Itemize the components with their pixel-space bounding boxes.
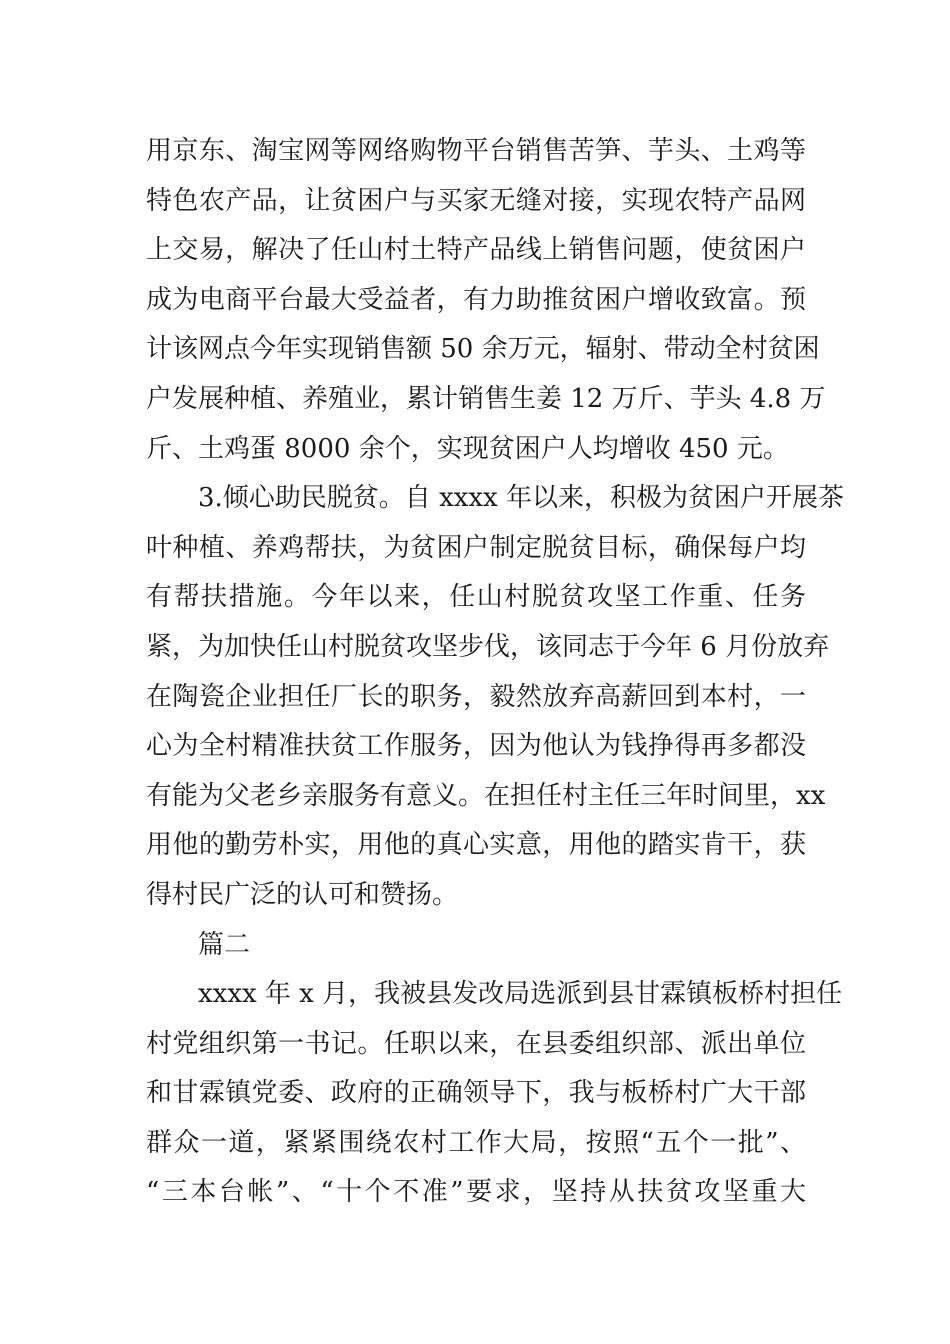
text-line: 上交易，解决了任山村土特产品线上销售问题，使贫困户: [146, 235, 806, 266]
document-page: [146, 127, 844, 1218]
text-line: 斤、土鸡蛋 8000 余个，实现贫困户人均增收 450 元。: [146, 433, 789, 464]
text-line: xxxx 年 x 月，我被县发改局选派到县甘霖镇板桥村担任: [198, 979, 843, 1010]
text-line: 群众一道，紧紧围绕农村工作大局，按照“五个一批”、: [146, 1127, 806, 1158]
text-line: “三本台帐”、“十个不准”要求，坚持从扶贫攻坚重大: [146, 1177, 806, 1208]
section-heading: [146, 921, 806, 971]
section-title: 篇二: [198, 929, 251, 960]
text-line: 3.倾心助民脱贫。自 xxxx 年以来，积极为贫困户开展茶: [198, 483, 844, 514]
text-line: 村党组织第一书记。任职以来，在县委组织部、派出单位: [146, 1028, 806, 1059]
text-line: 有能为父老乡亲服务有意义。在担任村主任三年时间里，xx: [146, 780, 826, 811]
text-line: 叶种植、养鸡帮扶，为贫困户制定脱贫目标，确保每户均: [146, 532, 806, 563]
paragraph-poverty-relief: [146, 474, 844, 920]
text-line: 有帮扶措施。今年以来，任山村脱贫攻坚工作重、任务: [146, 582, 806, 613]
text-line: 用他的勤劳朴实，用他的真心实意，用他的踏实肯干，获: [146, 830, 806, 861]
paragraph-sales-platform: [146, 127, 826, 474]
text-line: 心为全村精准扶贫工作服务，因为他认为钱挣得再多都没: [146, 731, 806, 762]
text-line: 用京东、淘宝网等网络购物平台销售苦笋、芋头、土鸡等: [146, 136, 806, 166]
text-line: 得村民广泛的认可和赞扬。: [146, 879, 459, 910]
text-line: 计该网点今年实现销售额 50 余万元，辐射、带动全村贫困: [146, 334, 820, 365]
text-line: 紧，为加快任山村脱贫攻坚步伐，该同志于今年 6 月份放弃: [146, 631, 830, 662]
text-line: 户发展种植、养殖业，累计销售生姜 12 万斤、芋头 4.8 万: [146, 383, 826, 414]
text-line: 特色农产品，让贫困户与买家无缝对接，实现农特产品网: [146, 185, 806, 216]
text-line: 在陶瓷企业担任厂长的职务，毅然放弃高薪回到本村，一: [146, 681, 806, 712]
paragraph-first-secretary: [146, 970, 843, 1218]
text-line: 和甘霖镇党委、政府的正确领导下，我与板桥村广大干部: [146, 1078, 806, 1109]
text-line: 成为电商平台最大受益者，有力助推贫困户增收致富。预: [146, 284, 806, 315]
